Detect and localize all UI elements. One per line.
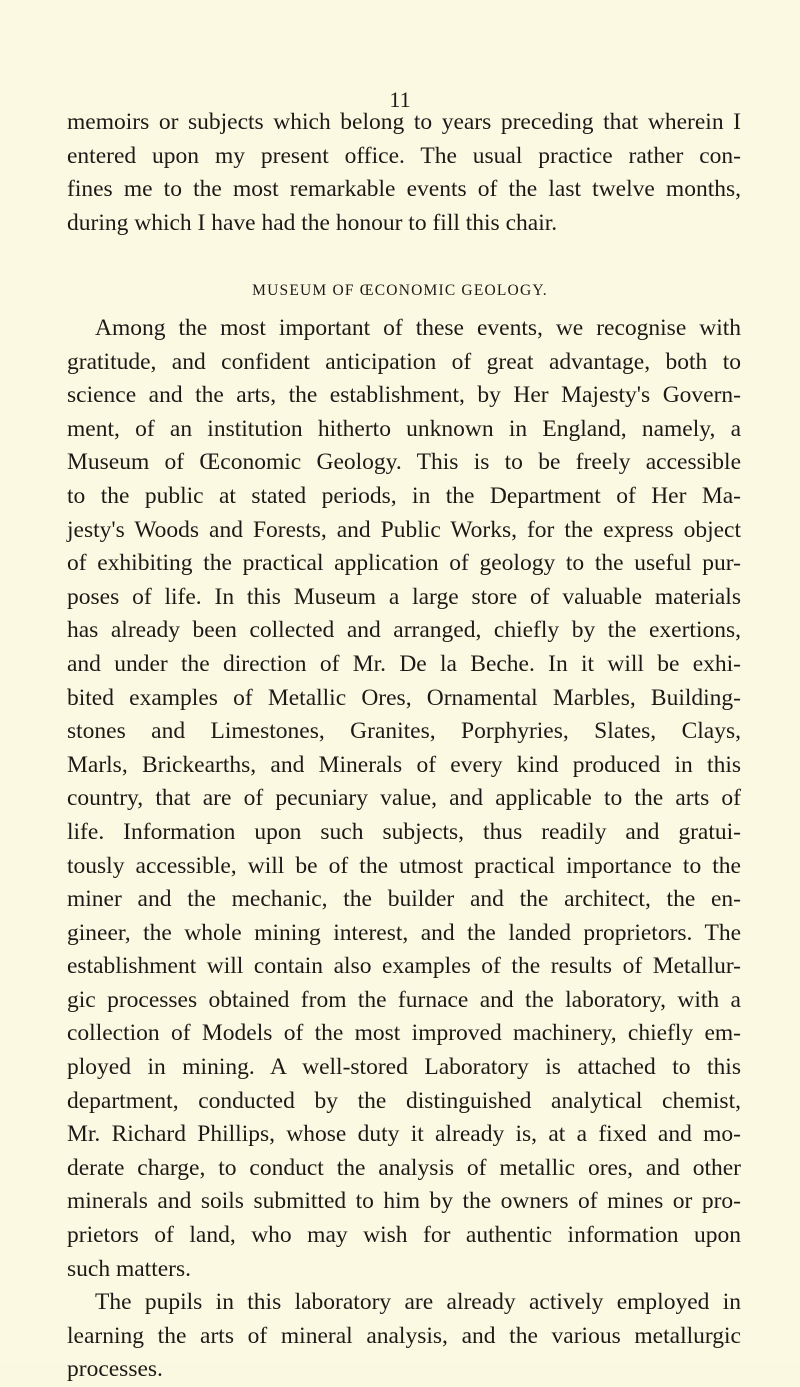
text-line: gineer, the whole mining interest, and the landed proprietors. The xyxy=(67,919,741,946)
text-line: of exhibiting the practical application of geology to the useful pur- xyxy=(67,550,741,577)
text-line: science and the arts, the establishment, by Her Majesty's Govern- xyxy=(67,382,741,409)
text-line: such matters. xyxy=(67,1255,191,1282)
text-line: department, conducted by the distinguished analytical chemist, xyxy=(67,1087,741,1114)
text-line: minerals and soils submitted to him by the owners of mines or pro- xyxy=(67,1188,741,1215)
text-line: Mr. Richard Phillips, whose duty it already is, at a fixed and mo- xyxy=(67,1121,741,1148)
text-line: The pupils in this laboratory are already actively employed in xyxy=(95,1289,741,1316)
text-line: ment, of an institution hitherto unknown in England, namely, a xyxy=(67,415,741,442)
text-line: entered upon my present office. The usual practice rather con- xyxy=(67,142,741,169)
text-line: collection of Models of the most improved machinery, chiefly em- xyxy=(67,1020,741,1047)
text-line: to the public at stated periods, in the Department of Her Ma- xyxy=(67,482,741,509)
text-line: has already been collected and arranged, chiefly by the exertions, xyxy=(67,617,741,644)
text-line: memoirs or subjects which belong to years preceding that wherein I xyxy=(67,109,741,135)
page-number: 11 xyxy=(389,87,411,112)
text-line: fines me to the most remarkable events of the last twelve months, xyxy=(67,176,741,203)
paragraph-museum xyxy=(67,312,741,1387)
text-line: processes. xyxy=(67,1356,163,1383)
text-line: learning the arts of mineral analysis, and the various metallurgic xyxy=(67,1322,741,1349)
text-line: poses of life. In this Museum a large store of valuable materials xyxy=(67,583,741,610)
section-heading: MUSEUM OF ŒCONOMIC GEOLOGY. xyxy=(252,282,548,299)
text-line: and under the direction of Mr. De la Beche. In it will be exhi- xyxy=(67,650,741,677)
text-line: prietors of land, who may wish for authentic information upon xyxy=(67,1222,741,1249)
text-line: during which I have had the honour to fill this chair. xyxy=(67,209,558,236)
text-line: gic processes obtained from the furnace and the laboratory, with a xyxy=(67,986,741,1013)
text-line: Museum of Œconomic Geology. This is to be freely accessible xyxy=(67,449,741,476)
text-line: tously accessible, will be of the utmost practical importance to the xyxy=(67,852,741,879)
text-line: jesty's Woods and Forests, and Public Works, for the express object xyxy=(67,516,741,543)
text-line: gratitude, and confident anticipation of great advantage, both to xyxy=(67,348,741,375)
text-line: Marls, Brickearths, and Minerals of every kind produced in this xyxy=(67,751,741,778)
text-line: miner and the mechanic, the builder and the architect, the en- xyxy=(67,886,741,913)
text-line: derate charge, to conduct the analysis of metallic ores, and other xyxy=(67,1154,741,1181)
paragraph-intro xyxy=(67,106,741,240)
text-line: establishment will contain also examples of the results of Metallur- xyxy=(67,953,741,980)
text-line: ployed in mining. A well-stored Laboratory is attached to this xyxy=(67,1054,741,1081)
text-line: stones and Limestones, Granites, Porphyries, Slates, Clays, xyxy=(67,718,741,745)
text-line: life. Information upon such subjects, thus readily and gratui- xyxy=(67,818,741,845)
text-line: country, that are of pecuniary value, and applicable to the arts of xyxy=(67,785,741,812)
text-line: Among the most important of these events, we recognise with xyxy=(95,315,741,341)
text-line: bited examples of Metallic Ores, Ornamental Marbles, Building- xyxy=(67,684,741,711)
